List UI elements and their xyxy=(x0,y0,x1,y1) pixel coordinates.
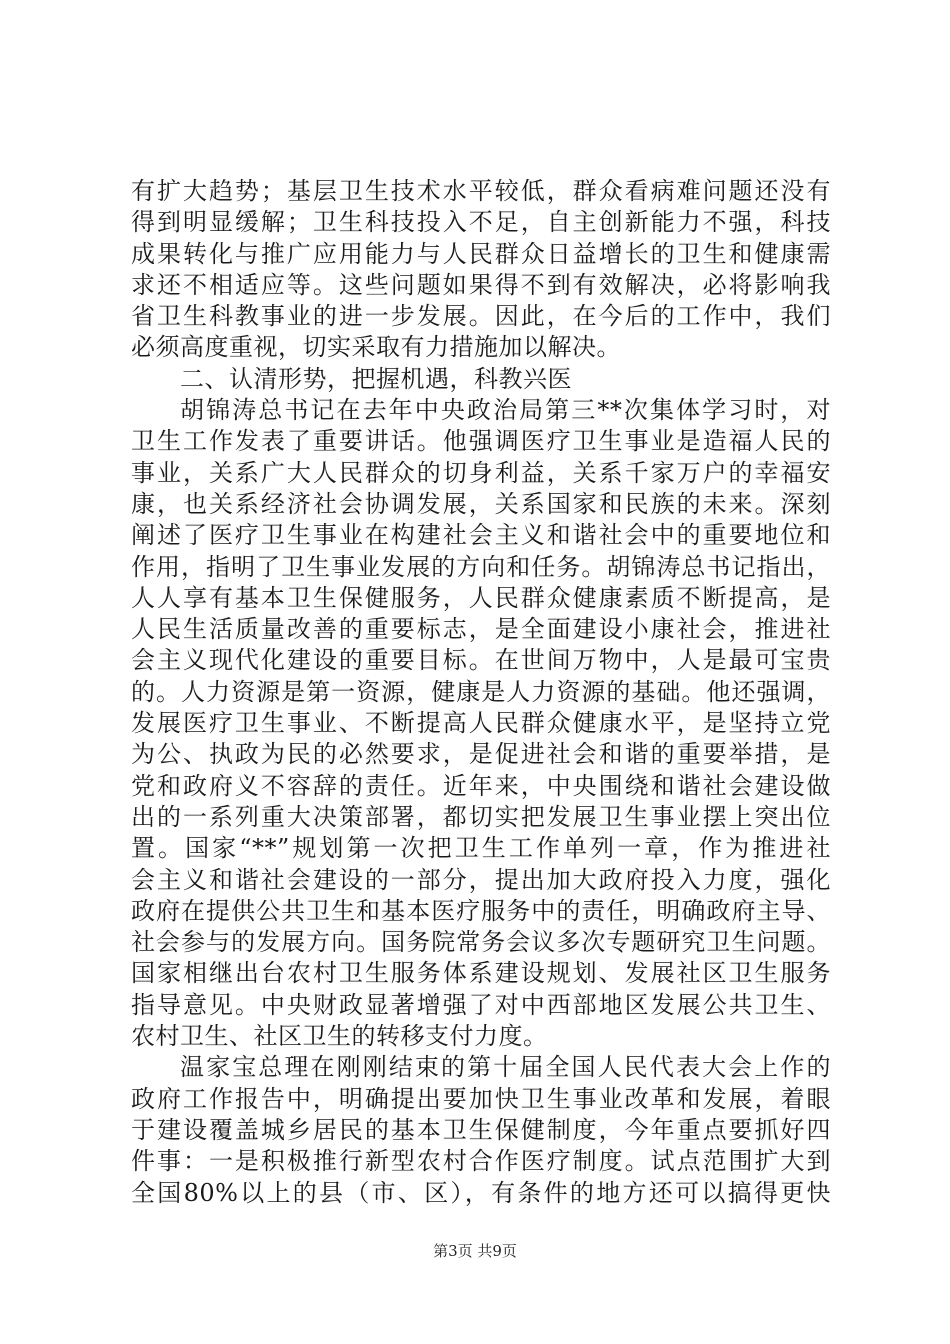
text-line: 出的一系列重大决策部署，都切实把发展卫生事业摆上突出位 xyxy=(131,802,831,831)
text-line: 事业，关系广大人民群众的切身利益，关系千家万户的幸福安 xyxy=(131,458,831,487)
text-line: 件事：一是积极推行新型农村合作医疗制度。试点范围扩大到 xyxy=(131,1147,831,1176)
text-line: 国家相继出台农村卫生服务体系建设规划、发展社区卫生服务 xyxy=(131,959,831,988)
text-line: 阐述了医疗卫生事业在构建社会主义和谐社会中的重要地位和 xyxy=(131,521,831,550)
text-line: 于建设覆盖城乡居民的基本卫生保健制度，今年重点要抓好四 xyxy=(131,1115,831,1144)
text-line: 发展医疗卫生事业、不断提高人民群众健康水平，是坚持立党 xyxy=(131,709,831,738)
body-text xyxy=(131,176,831,1209)
section-heading xyxy=(131,364,831,395)
page-footer: 第3页 共9页 xyxy=(433,1242,517,1260)
text-line: 卫生工作发表了重要讲话。他强调医疗卫生事业是造福人民的 xyxy=(131,427,831,456)
text-line: 为公、执政为民的必然要求，是促进社会和谐的重要举措，是 xyxy=(131,740,831,769)
paragraph xyxy=(131,395,831,1052)
text-line: 得到明显缓解；卫生科技投入不足，自主创新能力不强，科技 xyxy=(131,208,831,237)
text-line: 党和政府义不容辞的责任。近年来，中央围绕和谐社会建设做 xyxy=(131,771,831,800)
text-line: 全国80%以上的县（市、区），有条件的地方还可以搞得更快 xyxy=(131,1178,831,1207)
text-line: 人人享有基本卫生保健服务，人民群众健康素质不断提高，是 xyxy=(131,583,831,612)
text-line: 必须高度重视，切实采取有力措施加以解决。 xyxy=(131,333,621,362)
text-line: 二、认清形势，把握机遇，科教兴医 xyxy=(180,364,572,393)
paragraph xyxy=(131,1052,831,1208)
text-line: 政府工作报告中，明确提出要加快卫生事业改革和发展，着眼 xyxy=(131,1084,831,1113)
text-line: 胡锦涛总书记在去年中央政治局第三**次集体学习时，对 xyxy=(180,396,831,425)
text-line: 康，也关系经济社会协调发展，关系国家和民族的未来。深刻 xyxy=(131,489,831,518)
text-line: 置。国家“**”规划第一次把卫生工作单列一章，作为推进社 xyxy=(131,834,831,863)
text-line: 政府在提供公共卫生和基本医疗服务中的责任，明确政府主导、 xyxy=(131,896,831,925)
text-line: 指导意见。中央财政显著增强了对中西部地区发展公共卫生、 xyxy=(131,990,831,1019)
text-line: 会主义和谐社会建设的一部分，提出加大政府投入力度，强化 xyxy=(131,865,831,894)
text-line: 求还不相适应等。这些问题如果得不到有效解决，必将影响我 xyxy=(131,270,831,299)
text-line: 社会参与的发展方向。国务院常务会议多次专题研究卫生问题。 xyxy=(131,928,831,957)
text-line: 作用，指明了卫生事业发展的方向和任务。胡锦涛总书记指出， xyxy=(131,552,831,581)
text-line: 成果转化与推广应用能力与人民群众日益增长的卫生和健康需 xyxy=(131,239,831,268)
text-line: 有扩大趋势；基层卫生技术水平较低，群众看病难问题还没有 xyxy=(131,177,831,205)
text-line: 省卫生科教事业的进一步发展。因此，在今后的工作中，我们 xyxy=(131,302,831,331)
paragraph xyxy=(131,176,831,364)
text-line: 的。人力资源是第一资源，健康是人力资源的基础。他还强调， xyxy=(131,677,831,706)
text-line: 会主义现代化建设的重要目标。在世间万物中，人是最可宝贵 xyxy=(131,646,831,675)
text-line: 人民生活质量改善的重要标志，是全面建设小康社会，推进社 xyxy=(131,615,831,644)
text-line: 温家宝总理在刚刚结束的第十届全国人民代表大会上作的 xyxy=(180,1053,831,1082)
text-line: 农村卫生、社区卫生的转移支付力度。 xyxy=(131,1022,548,1051)
